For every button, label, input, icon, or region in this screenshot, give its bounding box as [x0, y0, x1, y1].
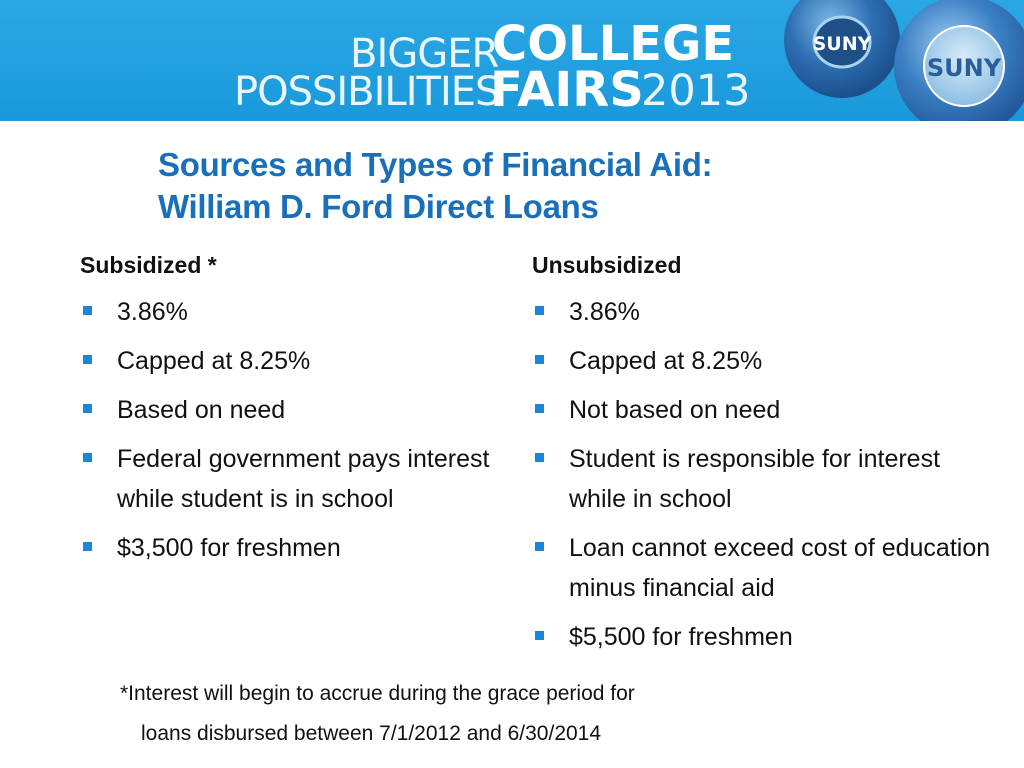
list-item-text: 3.86%	[569, 298, 640, 326]
footnote-line-1: *Interest will begin to accrue during the grace period for	[120, 682, 635, 705]
list-item-text: Not based on need	[569, 396, 781, 424]
square-bullet-icon	[83, 306, 92, 315]
header-banner	[0, 0, 1024, 121]
list-item-text: Capped at 8.25%	[117, 347, 311, 375]
banner-word-possibilities: POSSIBILITIES	[234, 69, 500, 115]
list-item-text: $5,500 for freshmen	[569, 623, 793, 651]
balloon-label-right: SUNY	[926, 54, 1002, 82]
square-bullet-icon	[535, 453, 544, 462]
list-item-text: $3,500 for freshmen	[117, 534, 341, 562]
banner-word-fairs: FAIRS	[490, 62, 644, 118]
list-item	[532, 341, 1002, 381]
subsidized-column	[80, 248, 500, 577]
slide-title	[158, 144, 938, 228]
footnote-line-2: loans disbursed between 7/1/2012 and 6/30/2014	[141, 722, 602, 745]
subsidized-list	[80, 292, 500, 568]
list-item	[532, 439, 1002, 519]
unsubsidized-column	[532, 248, 1002, 666]
list-item-text: Based on need	[117, 396, 286, 424]
balloon-left	[784, 0, 900, 98]
list-item	[532, 292, 1002, 332]
list-item	[532, 617, 1002, 657]
list-item-text: 3.86%	[117, 298, 188, 326]
suny-balloons-image	[784, 0, 1024, 121]
banner-word-bigger: BIGGER	[350, 31, 499, 77]
banner-word-college: COLLEGE	[492, 16, 735, 72]
square-bullet-icon	[83, 404, 92, 413]
unsubsidized-list	[532, 292, 1002, 657]
slide-title-line-1: Sources and Types of Financial Aid:	[158, 146, 713, 183]
square-bullet-icon	[83, 355, 92, 364]
list-item-text: Loan cannot exceed cost of education minus financial aid	[569, 534, 991, 602]
square-bullet-icon	[535, 306, 544, 315]
unsubsidized-heading: Unsubsidized	[532, 252, 682, 278]
list-item	[80, 528, 500, 568]
square-bullet-icon	[535, 542, 544, 551]
list-item	[80, 390, 500, 430]
banner-word-year: 2013	[641, 66, 751, 116]
list-item-text: Capped at 8.25%	[569, 347, 763, 375]
square-bullet-icon	[83, 453, 92, 462]
list-item	[80, 439, 500, 519]
list-item	[532, 528, 1002, 608]
footnote	[120, 674, 635, 754]
list-item	[80, 341, 500, 381]
square-bullet-icon	[535, 404, 544, 413]
square-bullet-icon	[535, 355, 544, 364]
list-item	[532, 390, 1002, 430]
square-bullet-icon	[535, 631, 544, 640]
balloon-label-left: SUNY	[812, 33, 872, 55]
list-item-text: Federal government pays interest while student is in school	[117, 445, 490, 513]
slide-title-line-2: William D. Ford Direct Loans	[158, 188, 599, 225]
list-item	[80, 292, 500, 332]
list-item-text: Student is responsible for interest while in school	[569, 445, 941, 513]
balloon-right	[894, 0, 1024, 121]
subsidized-heading: Subsidized *	[80, 252, 217, 278]
square-bullet-icon	[83, 542, 92, 551]
banner-logo-text	[234, 16, 794, 120]
